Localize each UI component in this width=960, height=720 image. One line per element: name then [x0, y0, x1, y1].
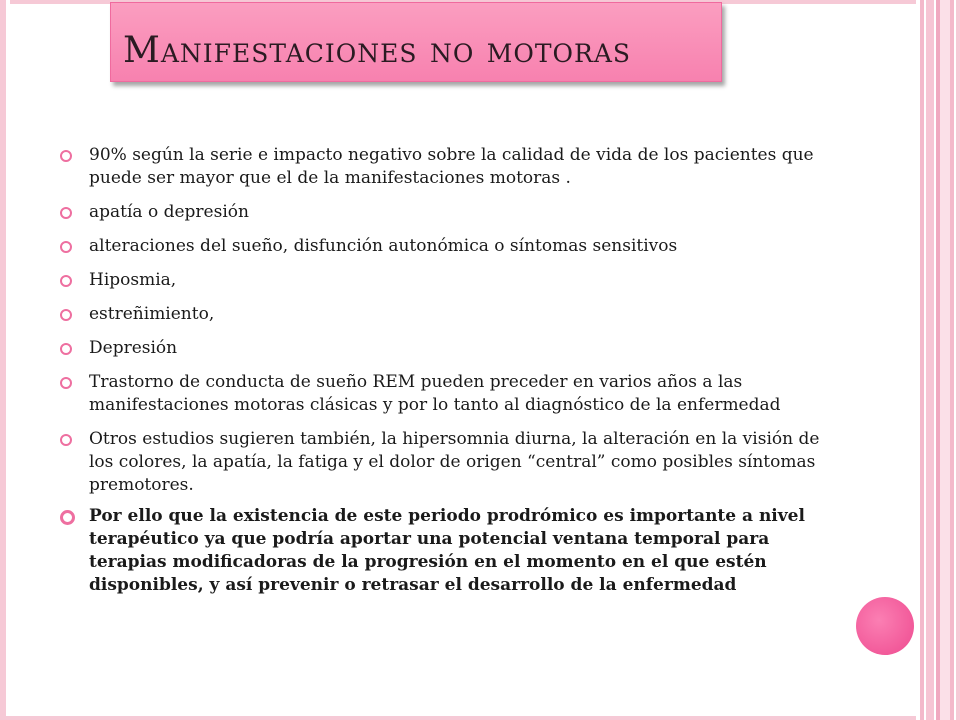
bullet-item	[60, 269, 820, 292]
bullet-ring-icon	[60, 309, 72, 321]
bullet-ring-icon	[60, 510, 75, 525]
bullet-ring-icon	[60, 343, 72, 355]
bullet-item	[60, 144, 820, 190]
bullet-item	[60, 303, 820, 326]
bullet-ring-icon	[60, 377, 72, 389]
bullet-text: apatía o depresión	[89, 202, 249, 222]
bullet-item	[60, 505, 820, 597]
decorative-pink-circle	[856, 597, 914, 655]
decorative-stripes	[916, 0, 960, 720]
slide-title: Manifestaciones no motoras	[123, 30, 632, 71]
frame-bottom-border	[0, 716, 960, 720]
bullet-list	[60, 144, 820, 597]
bullet-ring-icon	[60, 150, 72, 162]
bullet-ring-icon	[60, 207, 72, 219]
bullet-text: estreñimiento,	[89, 304, 215, 324]
bullet-text: Otros estudios sugieren también, la hipersomnia diurna, la alteración en la visión de los colores, la apatía, la fatiga y el dolor de origen “central” como posibles síntomas premotores.	[89, 429, 820, 495]
bullet-ring-icon	[60, 434, 72, 446]
bullet-item	[60, 235, 820, 258]
bullet-text: Por ello que la existencia de este periodo prodrómico es importante a nivel terapéutico ya que podría aportar una potencial ventana temporal para terapias modificadoras de la progresión en el momento en el que estén disponibles, y así prevenir o retrasar el desarrollo de la enfermedad	[89, 506, 805, 595]
bullet-text: 90% según la serie e impacto negativo sobre la calidad de vida de los pacientes que puede ser mayor que el de la manifestaciones motoras .	[89, 145, 814, 188]
bullet-item	[60, 371, 820, 417]
bullet-text: Hiposmia,	[89, 270, 177, 290]
bullet-text: Depresión	[89, 338, 178, 358]
frame-left-border	[0, 0, 10, 720]
bullet-ring-icon	[60, 241, 72, 253]
bullet-item	[60, 201, 820, 224]
slide-content	[60, 144, 820, 608]
bullet-item	[60, 428, 820, 497]
bullet-text: alteraciones del sueño, disfunción autonómica o síntomas sensitivos	[89, 236, 678, 256]
title-box	[110, 2, 722, 82]
bullet-ring-icon	[60, 275, 72, 287]
bullet-text: Trastorno de conducta de sueño REM pueden preceder en varios años a las manifestaciones motoras clásicas y por lo tanto al diagnóstico de la enfermedad	[89, 372, 781, 415]
bullet-item	[60, 337, 820, 360]
